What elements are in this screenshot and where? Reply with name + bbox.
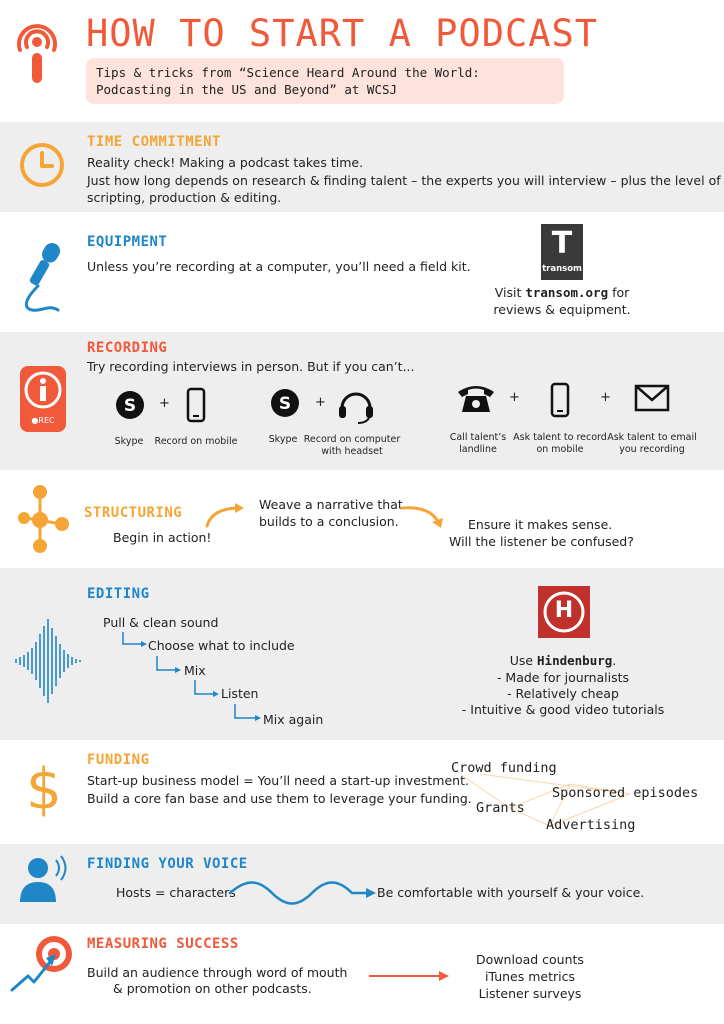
transom-visit-line-2: reviews & equipment. <box>493 302 631 317</box>
clock-icon <box>19 142 65 188</box>
option2-computer-label-line-2: with headset <box>321 446 383 457</box>
subtitle-line-2: Podcasting in the US and Beyond” at WCSJ <box>96 82 398 97</box>
option3-mobile-label-line-1: Ask talent to record <box>513 432 607 443</box>
molecule-structure-icon <box>14 480 74 556</box>
subtitle-box <box>86 58 564 104</box>
step-arrow-icon <box>122 632 148 648</box>
editing-step-4: Listen <box>221 686 259 701</box>
speaker-person-icon <box>18 854 74 906</box>
metric-download-counts: Download counts <box>476 952 584 967</box>
funding-source-advertising: Advertising <box>546 817 636 833</box>
curved-arrow-icon <box>204 502 248 528</box>
target-growth-icon <box>10 932 76 994</box>
time-line-2: Just how long depends on research & finding talent – the experts you will interview – plus the level of <box>87 173 721 188</box>
section-equipment <box>0 212 724 332</box>
hindenburg-point-3: - Intuitive & good video tutorials <box>461 702 665 717</box>
structuring-step-1: Begin in action! <box>113 530 212 545</box>
recording-intro: Try recording interviews in person. But if you can’t... <box>87 359 415 374</box>
subtitle-line-1: Tips & tricks from “Science Heard Around the World: <box>96 65 480 80</box>
funding-line-1: Start-up business model = You’ll need a start-up investment. <box>87 773 469 788</box>
option2-skype-label: Skype <box>268 434 298 445</box>
time-line-3: scripting, production & editing. <box>87 190 282 205</box>
plus-sign: + <box>509 390 520 405</box>
editing-heading: EDITING <box>87 586 150 602</box>
microphone-icon <box>18 238 68 318</box>
funding-source-crowd: Crowd funding <box>451 760 557 776</box>
svg-text:$: $ <box>26 757 62 822</box>
structuring-step-3-line-1: Ensure it makes sense. <box>468 517 613 532</box>
structuring-heading: STRUCTURING <box>84 505 183 521</box>
editing-step-5: Mix again <box>263 712 324 727</box>
measuring-line-1: Build an audience through word of mouth <box>87 965 348 980</box>
option3-landline-label-line-1: Call talent’s <box>449 432 507 443</box>
option1-skype-label: Skype <box>114 436 144 447</box>
rec-badge-icon <box>20 366 66 432</box>
dollar-sign-icon <box>24 756 64 820</box>
editing-step-2: Choose what to include <box>148 638 295 653</box>
transom-logo <box>541 224 583 280</box>
voice-left-text: Hosts = characters <box>116 885 236 900</box>
funding-heading: FUNDING <box>87 752 150 768</box>
plus-sign: + <box>159 396 170 411</box>
plus-sign: + <box>600 390 611 405</box>
section-recording <box>0 332 724 470</box>
equipment-heading: EQUIPMENT <box>87 234 168 250</box>
equipment-text: Unless you’re recording at a computer, you’ll need a field kit. <box>87 259 471 274</box>
voice-heading: FINDING YOUR VOICE <box>87 856 248 872</box>
step-arrow-icon <box>194 680 220 698</box>
transom-visit-suffix: for <box>608 285 630 300</box>
hindenburg-name: Hindenburg <box>537 653 613 668</box>
svg-text:S: S <box>123 396 137 416</box>
section-measuring-success <box>0 924 724 1024</box>
section-editing <box>0 568 724 740</box>
option3-email-label-line-2: you recording <box>619 444 685 455</box>
structuring-step-3-line-2: Will the listener be confused? <box>449 534 634 549</box>
transom-visit-prefix: Visit <box>494 285 526 300</box>
funding-source-grants: Grants <box>476 800 525 816</box>
time-heading: TIME COMMITMENT <box>87 134 221 150</box>
transom-visit <box>472 284 652 301</box>
option3-landline-label-line-2: landline <box>459 444 497 455</box>
hindenburg-use-prefix: Use <box>509 653 538 668</box>
section-structuring <box>0 470 724 568</box>
step-arrow-icon <box>156 656 182 674</box>
email-envelope-icon <box>634 384 670 412</box>
mobile-phone-icon <box>186 387 206 423</box>
sound-waveform-icon <box>14 616 84 706</box>
recording-heading: RECORDING <box>87 340 168 356</box>
info-i-icon <box>20 366 66 416</box>
rec-label: ●REC <box>31 416 55 425</box>
section-finding-your-voice <box>0 844 724 924</box>
hindenburg-point-2: - Relatively cheap <box>507 686 619 701</box>
editing-step-1: Pull & clean sound <box>103 615 219 630</box>
headset-icon <box>336 384 376 424</box>
transom-logo-letter: T <box>551 226 573 261</box>
structuring-step-2-line-2: builds to a conclusion. <box>259 514 399 529</box>
section-time-commitment <box>0 122 724 212</box>
section-funding <box>0 740 724 844</box>
measuring-line-2: & promotion on other podcasts. <box>113 981 312 996</box>
funding-line-2: Build a core fan base and use them to leverage your funding. <box>87 791 472 806</box>
option3-mobile-label-line-2: on mobile <box>536 444 584 455</box>
hindenburg-logo <box>538 586 590 638</box>
curved-arrow-icon <box>400 504 446 530</box>
metric-itunes: iTunes metrics <box>485 969 575 984</box>
telephone-icon <box>456 382 496 414</box>
wavy-arrow-icon <box>228 879 378 909</box>
skype-icon <box>115 390 145 420</box>
metric-listener-surveys: Listener surveys <box>478 986 582 1001</box>
transom-link[interactable]: transom.org <box>525 285 609 300</box>
hindenburg-use-suffix: . <box>612 653 617 668</box>
step-arrow-icon <box>234 704 262 722</box>
option1-mobile-label: Record on mobile <box>154 436 238 447</box>
plus-sign: + <box>315 395 326 410</box>
right-arrow-icon <box>367 970 451 982</box>
skype-icon <box>270 388 300 418</box>
hindenburg-use <box>463 652 663 669</box>
option2-computer-label-line-1: Record on computer <box>303 434 401 445</box>
podcast-broadcast-icon <box>12 16 62 86</box>
structuring-step-2-line-1: Weave a narrative that <box>259 497 403 512</box>
transom-logo-label: transom <box>542 264 582 274</box>
page-title: HOW TO START A PODCAST <box>86 12 599 55</box>
hindenburg-point-1: - Made for journalists <box>496 670 630 685</box>
hindenburg-logo-letter: H <box>554 598 574 623</box>
voice-right-text: Be comfortable with yourself & your voice. <box>377 885 645 900</box>
funding-source-sponsored: Sponsored episodes <box>552 785 699 801</box>
measuring-heading: MEASURING SUCCESS <box>87 936 239 952</box>
option3-email-label-line-1: Ask talent to email <box>607 432 697 443</box>
editing-step-3: Mix <box>184 663 206 678</box>
svg-text:S: S <box>278 394 292 414</box>
time-line-1: Reality check! Making a podcast takes time. <box>87 155 364 170</box>
mobile-phone-icon <box>550 382 570 418</box>
